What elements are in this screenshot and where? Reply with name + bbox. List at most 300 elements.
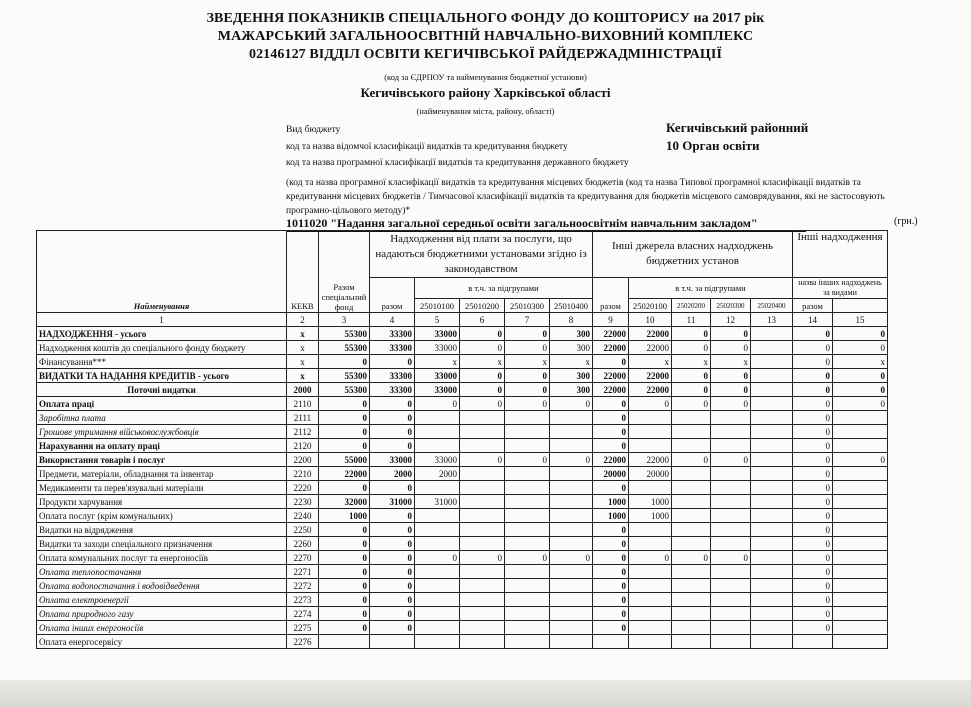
row-value: 31000 bbox=[370, 495, 415, 509]
row-value bbox=[833, 579, 888, 593]
column-number: 10 bbox=[629, 313, 672, 327]
row-value: 2000 bbox=[370, 467, 415, 481]
row-value bbox=[672, 481, 711, 495]
row-value bbox=[833, 593, 888, 607]
row-value bbox=[672, 565, 711, 579]
row-name: Видатки та заходи спеціального призначення bbox=[37, 537, 287, 551]
row-value: x bbox=[833, 355, 888, 369]
row-value: 0 bbox=[793, 355, 833, 369]
row-kekv: 2276 bbox=[287, 635, 319, 649]
region-name: Кегичівського району Харківської області bbox=[360, 85, 611, 100]
row-value bbox=[751, 495, 793, 509]
row-value: 22000 bbox=[593, 341, 629, 355]
row-value: 0 bbox=[593, 439, 629, 453]
row-value bbox=[550, 411, 593, 425]
row-value bbox=[415, 509, 460, 523]
row-value bbox=[833, 551, 888, 565]
row-value: 0 bbox=[793, 593, 833, 607]
row-value: 0 bbox=[833, 369, 888, 383]
row-kekv: 2112 bbox=[287, 425, 319, 439]
row-value: 0 bbox=[319, 439, 370, 453]
local-caption-2: кредитування місцевих бюджетів / Тимчасової класифікації видатків та кредитування для бюджетів місцевого самоврядування, які не застосовують bbox=[286, 192, 885, 202]
row-value: 0 bbox=[793, 327, 833, 341]
row-value: 0 bbox=[672, 551, 711, 565]
row-value: 32000 bbox=[319, 495, 370, 509]
row-value bbox=[629, 481, 672, 495]
row-value: 0 bbox=[460, 551, 505, 565]
row-value: 0 bbox=[319, 607, 370, 621]
row-value bbox=[833, 481, 888, 495]
row-value bbox=[751, 621, 793, 635]
row-value bbox=[629, 537, 672, 551]
row-value: 0 bbox=[593, 355, 629, 369]
row-name: ВИДАТКИ ТА НАДАННЯ КРЕДИТІВ - усього bbox=[37, 369, 287, 383]
row-value: 0 bbox=[793, 579, 833, 593]
row-value: 0 bbox=[415, 551, 460, 565]
row-value: 0 bbox=[672, 397, 711, 411]
row-value: 0 bbox=[672, 383, 711, 397]
row-value bbox=[672, 593, 711, 607]
row-value bbox=[833, 565, 888, 579]
column-number: 8 bbox=[550, 313, 593, 327]
row-name: Використання товарів і послуг bbox=[37, 453, 287, 467]
row-value bbox=[505, 579, 550, 593]
row-value bbox=[460, 537, 505, 551]
row-value: 0 bbox=[793, 607, 833, 621]
row-value bbox=[711, 439, 751, 453]
row-value: 0 bbox=[793, 439, 833, 453]
row-name: Медикаменти та перев'язувальні матеріали bbox=[37, 481, 287, 495]
table-row bbox=[37, 579, 888, 593]
row-kekv: 2272 bbox=[287, 579, 319, 593]
row-value: 33000 bbox=[370, 453, 415, 467]
header-group-other-sources: Інші джерела власних надходжень бюджетних установ bbox=[593, 231, 793, 278]
row-value: 0 bbox=[793, 565, 833, 579]
row-kekv: 2275 bbox=[287, 621, 319, 635]
row-value bbox=[505, 593, 550, 607]
local-caption-3: програмно-цільового методу)* bbox=[286, 206, 411, 216]
row-name: Оплата послуг (крім комунальних) bbox=[37, 509, 287, 523]
row-value: x bbox=[460, 355, 505, 369]
row-value: 22000 bbox=[593, 383, 629, 397]
row-kekv: 2111 bbox=[287, 411, 319, 425]
row-kekv: x bbox=[287, 369, 319, 383]
header-total-fees: разом bbox=[370, 278, 415, 313]
row-name: Оплата теплопостачання bbox=[37, 565, 287, 579]
row-value bbox=[550, 523, 593, 537]
row-value: 0 bbox=[505, 327, 550, 341]
header-other-income-blank bbox=[833, 299, 888, 313]
header-code-25010400: 25010400 bbox=[550, 299, 593, 313]
row-value bbox=[751, 523, 793, 537]
row-value bbox=[629, 565, 672, 579]
budget-table bbox=[36, 230, 888, 649]
row-name: Продукти харчування bbox=[37, 495, 287, 509]
row-value bbox=[550, 579, 593, 593]
column-number: 15 bbox=[833, 313, 888, 327]
row-value bbox=[505, 621, 550, 635]
region-caption: (найменування міста, району, області) bbox=[416, 106, 555, 116]
row-value: 0 bbox=[593, 579, 629, 593]
row-value: 0 bbox=[370, 481, 415, 495]
row-value bbox=[415, 523, 460, 537]
row-value: 33000 bbox=[415, 327, 460, 341]
row-value: 0 bbox=[793, 621, 833, 635]
table-row bbox=[37, 509, 888, 523]
row-kekv: 2274 bbox=[287, 607, 319, 621]
header-code-25010200: 25010200 bbox=[460, 299, 505, 313]
row-value: 0 bbox=[711, 369, 751, 383]
row-value bbox=[751, 397, 793, 411]
row-value: 0 bbox=[793, 509, 833, 523]
row-value: 0 bbox=[711, 453, 751, 467]
row-kekv: 2260 bbox=[287, 537, 319, 551]
row-value: 33300 bbox=[370, 383, 415, 397]
row-value bbox=[415, 621, 460, 635]
row-value bbox=[833, 509, 888, 523]
row-value bbox=[550, 467, 593, 481]
row-value bbox=[833, 411, 888, 425]
row-value: 22000 bbox=[593, 453, 629, 467]
row-value bbox=[833, 607, 888, 621]
row-value: 0 bbox=[793, 411, 833, 425]
table-row bbox=[37, 439, 888, 453]
row-value: 0 bbox=[550, 551, 593, 565]
row-value bbox=[460, 509, 505, 523]
row-value: 0 bbox=[370, 425, 415, 439]
row-value bbox=[751, 481, 793, 495]
row-value: 0 bbox=[711, 341, 751, 355]
row-value: 20000 bbox=[629, 467, 672, 481]
row-value: 55000 bbox=[319, 453, 370, 467]
row-value bbox=[672, 621, 711, 635]
header-code-25020100: 25020100 bbox=[629, 299, 672, 313]
row-value bbox=[460, 411, 505, 425]
row-value bbox=[460, 481, 505, 495]
row-value bbox=[751, 453, 793, 467]
row-value: 300 bbox=[550, 369, 593, 383]
row-value: 0 bbox=[370, 355, 415, 369]
row-value bbox=[672, 425, 711, 439]
row-value bbox=[751, 327, 793, 341]
budget-type-value: Кегичівський районний bbox=[666, 120, 809, 135]
row-value: 0 bbox=[505, 397, 550, 411]
row-value bbox=[672, 537, 711, 551]
row-value: 55300 bbox=[319, 341, 370, 355]
header-total: Разом спеціальний фонд bbox=[319, 231, 370, 313]
row-value bbox=[629, 621, 672, 635]
table-row bbox=[37, 453, 888, 467]
row-value bbox=[629, 593, 672, 607]
row-value bbox=[711, 579, 751, 593]
table-row bbox=[37, 369, 888, 383]
row-value bbox=[415, 537, 460, 551]
column-number: 13 bbox=[751, 313, 793, 327]
row-kekv: x bbox=[287, 341, 319, 355]
row-value bbox=[672, 635, 711, 649]
table-row bbox=[37, 537, 888, 551]
column-number: 2 bbox=[287, 313, 319, 327]
row-kekv: 2200 bbox=[287, 453, 319, 467]
row-value bbox=[505, 481, 550, 495]
column-number: 9 bbox=[593, 313, 629, 327]
row-kekv: 2271 bbox=[287, 565, 319, 579]
row-kekv: 2210 bbox=[287, 467, 319, 481]
row-value bbox=[711, 467, 751, 481]
row-value: 0 bbox=[833, 327, 888, 341]
row-value bbox=[629, 439, 672, 453]
row-value: 0 bbox=[593, 425, 629, 439]
row-value bbox=[505, 565, 550, 579]
row-value bbox=[550, 509, 593, 523]
row-value bbox=[460, 621, 505, 635]
row-value bbox=[415, 593, 460, 607]
row-name: Оплата природного газу bbox=[37, 607, 287, 621]
row-value: 22000 bbox=[629, 369, 672, 383]
row-value bbox=[751, 467, 793, 481]
row-value bbox=[460, 523, 505, 537]
row-value: 0 bbox=[370, 523, 415, 537]
row-value: 33000 bbox=[415, 453, 460, 467]
table-row bbox=[37, 551, 888, 565]
row-value: 33000 bbox=[415, 341, 460, 355]
row-value: 22000 bbox=[629, 341, 672, 355]
row-value bbox=[550, 607, 593, 621]
row-value: 0 bbox=[319, 397, 370, 411]
row-value: 0 bbox=[505, 551, 550, 565]
row-value: 0 bbox=[370, 509, 415, 523]
row-value bbox=[833, 621, 888, 635]
row-value bbox=[460, 565, 505, 579]
row-value bbox=[629, 579, 672, 593]
row-value: 55300 bbox=[319, 327, 370, 341]
header-code-25020400: 25020400 bbox=[751, 299, 793, 313]
row-value bbox=[550, 593, 593, 607]
row-value bbox=[415, 635, 460, 649]
row-value bbox=[505, 467, 550, 481]
row-value: 0 bbox=[505, 369, 550, 383]
row-value: 0 bbox=[593, 481, 629, 495]
row-value bbox=[672, 509, 711, 523]
row-value bbox=[460, 425, 505, 439]
table-row bbox=[37, 481, 888, 495]
row-value bbox=[751, 579, 793, 593]
row-value: 0 bbox=[593, 523, 629, 537]
row-value: 0 bbox=[319, 425, 370, 439]
row-value bbox=[460, 579, 505, 593]
row-value bbox=[672, 467, 711, 481]
row-value: 0 bbox=[460, 341, 505, 355]
table-row bbox=[37, 383, 888, 397]
row-value bbox=[460, 495, 505, 509]
row-value bbox=[550, 565, 593, 579]
row-value bbox=[593, 635, 629, 649]
row-value bbox=[460, 593, 505, 607]
row-value bbox=[711, 523, 751, 537]
row-value: 0 bbox=[833, 397, 888, 411]
row-value bbox=[751, 537, 793, 551]
row-value: 0 bbox=[370, 593, 415, 607]
row-value: 33000 bbox=[415, 369, 460, 383]
row-value: 0 bbox=[793, 481, 833, 495]
row-value: 1000 bbox=[629, 495, 672, 509]
row-value bbox=[751, 355, 793, 369]
row-value: 0 bbox=[319, 593, 370, 607]
row-value bbox=[505, 425, 550, 439]
row-value: 0 bbox=[505, 453, 550, 467]
row-value: 0 bbox=[593, 397, 629, 411]
table-row bbox=[37, 341, 888, 355]
header-code-25020200: 25020200 bbox=[672, 299, 711, 313]
row-value bbox=[711, 411, 751, 425]
row-value bbox=[505, 635, 550, 649]
header-total-other: разом bbox=[593, 278, 629, 313]
row-value bbox=[672, 523, 711, 537]
row-value: 0 bbox=[833, 341, 888, 355]
row-value: 33300 bbox=[370, 327, 415, 341]
row-value bbox=[550, 635, 593, 649]
row-value bbox=[751, 439, 793, 453]
local-caption-1: (код та назва програмної класифікації видатків та кредитування місцевих бюджетів (код та назва Типової програмної класифікації видатків та bbox=[286, 178, 861, 188]
row-name: Нарахування на оплату праці bbox=[37, 439, 287, 453]
header-subgroups-fees: в т.ч. за підгрупами bbox=[415, 278, 593, 299]
row-value: 0 bbox=[460, 327, 505, 341]
row-value bbox=[711, 425, 751, 439]
row-value bbox=[415, 425, 460, 439]
row-value bbox=[711, 593, 751, 607]
row-value: 2000 bbox=[415, 467, 460, 481]
row-value bbox=[415, 411, 460, 425]
row-value: 0 bbox=[672, 327, 711, 341]
row-value bbox=[460, 607, 505, 621]
row-value: 0 bbox=[793, 537, 833, 551]
row-value bbox=[833, 523, 888, 537]
row-value bbox=[711, 509, 751, 523]
header-code-25010100: 25010100 bbox=[415, 299, 460, 313]
row-value bbox=[672, 495, 711, 509]
row-value: 0 bbox=[593, 607, 629, 621]
table-row bbox=[37, 495, 888, 509]
row-value bbox=[751, 565, 793, 579]
row-kekv: x bbox=[287, 327, 319, 341]
row-value: 0 bbox=[319, 621, 370, 635]
row-value: 0 bbox=[505, 383, 550, 397]
row-name: Грошове утримання військовослужбовців bbox=[37, 425, 287, 439]
row-value: 0 bbox=[319, 523, 370, 537]
header-name: Найменування bbox=[37, 231, 287, 313]
row-value bbox=[505, 509, 550, 523]
row-kekv: 2120 bbox=[287, 439, 319, 453]
row-value: x bbox=[711, 355, 751, 369]
row-name: НАДХОДЖЕННЯ - усього bbox=[37, 327, 287, 341]
table-row bbox=[37, 467, 888, 481]
row-kekv: 2273 bbox=[287, 593, 319, 607]
title-line-2: МАЖАРСЬКИЙ ЗАГАЛЬНООСВІТНІЙ НАВЧАЛЬНО-ВИХОВНИЙ КОМПЛЕКС bbox=[217, 29, 754, 44]
row-value: 0 bbox=[793, 495, 833, 509]
row-value: 0 bbox=[319, 537, 370, 551]
budget-type-label: Вид бюджету bbox=[286, 125, 341, 135]
row-value bbox=[550, 537, 593, 551]
row-value bbox=[672, 579, 711, 593]
row-value bbox=[629, 607, 672, 621]
row-value bbox=[751, 411, 793, 425]
header-other-income-names: назва інших надходжень за видами bbox=[793, 278, 888, 299]
row-value: 1000 bbox=[319, 509, 370, 523]
row-name: Оплата праці bbox=[37, 397, 287, 411]
header-kekv: КЕКВ bbox=[287, 231, 319, 313]
row-value bbox=[505, 439, 550, 453]
column-number: 1 bbox=[37, 313, 287, 327]
row-value: 1000 bbox=[629, 509, 672, 523]
row-value: 22000 bbox=[593, 369, 629, 383]
row-value: 0 bbox=[793, 383, 833, 397]
row-value: 0 bbox=[370, 579, 415, 593]
row-value: 0 bbox=[711, 397, 751, 411]
row-value bbox=[415, 579, 460, 593]
dept-class-label: код та назва відомчої класифікації видатків та кредитування бюджету bbox=[286, 142, 568, 152]
row-value: 0 bbox=[319, 481, 370, 495]
row-value bbox=[711, 495, 751, 509]
row-kekv: 2270 bbox=[287, 551, 319, 565]
row-value: 0 bbox=[460, 397, 505, 411]
row-value bbox=[415, 481, 460, 495]
row-value bbox=[550, 621, 593, 635]
row-value bbox=[833, 425, 888, 439]
row-name: Видатки на відрядження bbox=[37, 523, 287, 537]
row-value: 31000 bbox=[415, 495, 460, 509]
table-row bbox=[37, 327, 888, 341]
row-value: 55300 bbox=[319, 369, 370, 383]
row-value: 0 bbox=[460, 453, 505, 467]
row-value: 0 bbox=[319, 551, 370, 565]
row-value: 55300 bbox=[319, 383, 370, 397]
row-value: 0 bbox=[370, 397, 415, 411]
row-value bbox=[672, 411, 711, 425]
row-value bbox=[550, 439, 593, 453]
row-value: 0 bbox=[672, 341, 711, 355]
row-value: 0 bbox=[593, 621, 629, 635]
row-value bbox=[833, 495, 888, 509]
row-name: Оплата електроенергії bbox=[37, 593, 287, 607]
row-value: x bbox=[505, 355, 550, 369]
row-value: 0 bbox=[629, 397, 672, 411]
column-number: 14 bbox=[793, 313, 833, 327]
row-value bbox=[711, 635, 751, 649]
row-value: 0 bbox=[711, 383, 751, 397]
row-value bbox=[672, 439, 711, 453]
row-value: x bbox=[672, 355, 711, 369]
row-value bbox=[550, 495, 593, 509]
row-value bbox=[460, 635, 505, 649]
row-value: 0 bbox=[370, 439, 415, 453]
program-code: 1011020 "Надання загальної середньої освіти загальноосвітнім навчальним закладом" bbox=[286, 216, 806, 232]
row-value: x bbox=[550, 355, 593, 369]
row-value bbox=[711, 565, 751, 579]
title-line-3: 02146127 ВІДДІЛ ОСВІТИ КЕГИЧІВСЬКОЇ РАЙДЕРЖАДМІНІСТРАЦІЇ bbox=[248, 47, 723, 62]
row-value bbox=[751, 551, 793, 565]
row-value: x bbox=[415, 355, 460, 369]
row-kekv: 2110 bbox=[287, 397, 319, 411]
column-number: 6 bbox=[460, 313, 505, 327]
row-value bbox=[629, 523, 672, 537]
row-kekv: 2220 bbox=[287, 481, 319, 495]
row-value bbox=[415, 607, 460, 621]
row-value: 0 bbox=[593, 551, 629, 565]
row-value: 0 bbox=[793, 341, 833, 355]
row-value: 0 bbox=[672, 369, 711, 383]
row-value bbox=[460, 439, 505, 453]
row-value bbox=[672, 607, 711, 621]
